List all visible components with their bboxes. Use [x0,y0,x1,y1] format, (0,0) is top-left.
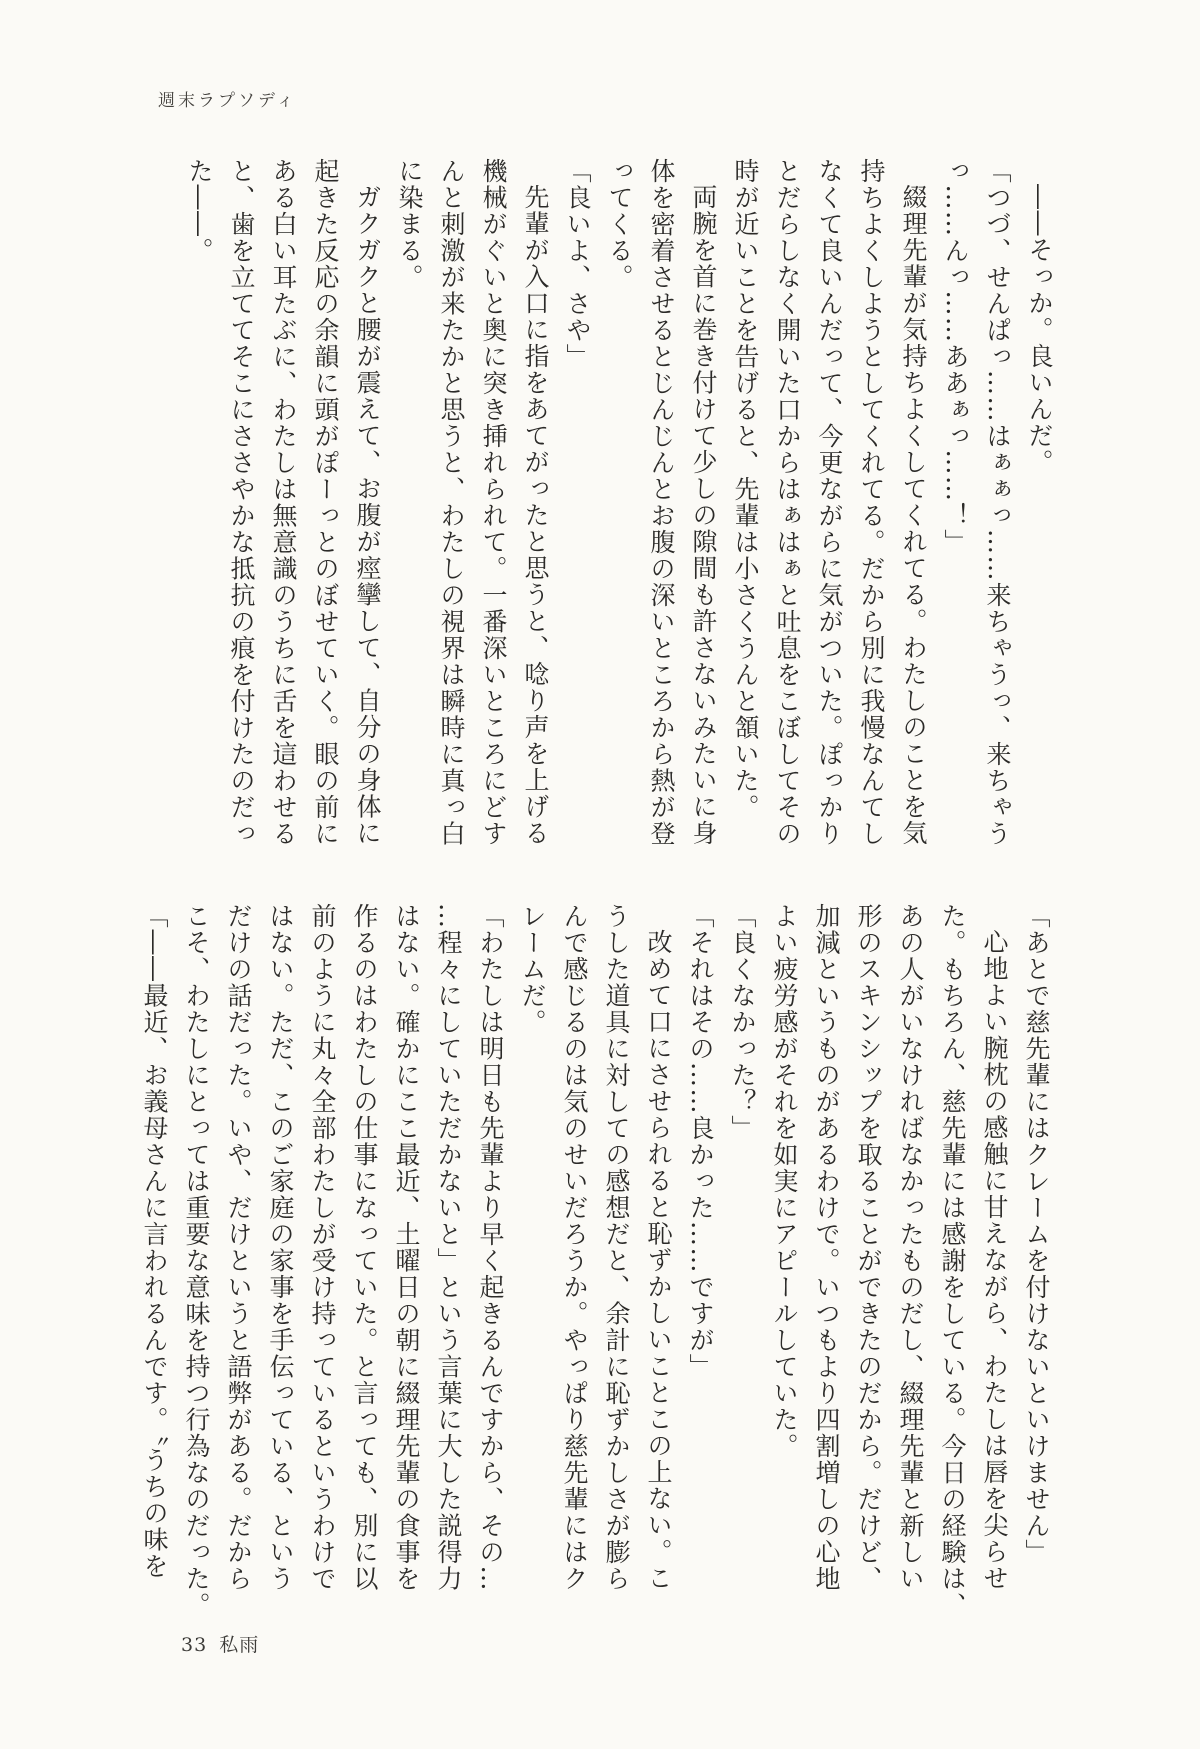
text-column: はない。ただ、このご家庭の家事を手伝っている、という [266,903,295,1592]
text-column: こそ、わたしにとっては重要な意味を持つ行為なのだった。 [182,903,211,1619]
text-column: 加減というものがあるわけで。いつもより四割増しの心地 [812,903,841,1592]
text-column: 前のように丸々全部わたしが受け持っているというわけで [308,903,337,1592]
text-column: ある白い耳たぶに、わたしは無意識のうちに舌を這わせる [269,158,298,847]
text-column: ってくる。 [605,158,634,291]
text-column: っ……んっ……ああぁっ……！」 [941,158,970,556]
text-column: ガクガクと腰が震えて、お腹が痙攣して、自分の身体に [353,184,382,847]
text-column: んで感じるのは気のせいだろうか。やっぱり慈先輩にはク [560,903,589,1592]
text-column: に染まる。 [395,158,424,291]
text-column: た。もちろん、慈先輩には感謝をしている。今日の経験は、 [938,903,967,1619]
text-column: あの人がいなければなかったものだし、綴理先輩と新しい [896,903,925,1592]
text-column: 綴理先輩が気持ちよくしてくれてる。わたしのことを気 [899,184,928,847]
text-column: 作るのはわたしの仕事になっていた。と言っても、別に以 [350,903,379,1592]
running-header: 週末ラプソディ [158,91,297,111]
text-column: 「あとで慈先輩にはクレームを付けないといけません」 [1022,903,1051,1566]
text-column: 起きた反応の余韻に頭がぽーっとのぼせていく。眼の前に [311,158,340,847]
text-column: はない。確かにここ最近、土曜日の朝に綴理先輩の食事を [392,903,421,1592]
text-column: 「――最近、お義母さんに言われるんです。〝うちの味を [140,903,169,1580]
text-column: 改めて口にさせられると恥ずかしいことこの上ない。こ [644,929,673,1592]
text-column: レームだ。 [518,903,547,1036]
text-column: 両腕を首に巻き付けて少しの隙間も許さないみたいに身 [689,184,718,847]
text-column: 心地よい腕枕の感触に甘えながら、わたしは唇を尖らせ [980,929,1009,1592]
work-title: 私雨 [219,1634,260,1656]
text-column: 「良いよ、さや」 [563,158,592,370]
text-column: 「それはその……良かった……ですが」 [686,903,715,1380]
text-column: 時が近いことを告げると、先輩は小さくうんと頷いた。 [731,158,760,821]
text-column: うした道具に対しての感想だと、余計に恥ずかしさが膨ら [602,903,631,1592]
text-column: 先輩が入口に指をあてがったと思うと、唸り声を上げる [521,184,550,847]
text-column: 機械がぐいと奥に突き挿れられて。一番深いところにどす [479,158,508,847]
text-column: 「つづ、せんぱっ……はぁぁっ……来ちゃうっ、来ちゃう [983,158,1012,847]
text-column: 「良くなかった？」 [728,903,757,1142]
text-block-top [178,158,1060,918]
text-column: …程々にしていただかないと」という言葉に大した説得力 [434,903,463,1592]
text-block-bottom [133,903,1057,1663]
text-column: ――そっか。良いんだ。 [1025,184,1054,476]
text-column: よい疲労感がそれを如実にアピールしていた。 [770,903,799,1460]
text-column: とだらしなく開いた口からはぁはぁと吐息をこぼしてその [773,158,802,847]
text-column: 「わたしは明日も先輩より早く起きるんですから、その… [476,903,505,1592]
page-number: 33 [181,1634,208,1656]
text-column: 持ちよくしようとしてくれてる。だから別に我慢なんてし [857,158,886,847]
text-column: 体を密着させるとじんじんとお腹の深いところから熱が登 [647,158,676,847]
text-column: だけの話だった。いや、だけというと語弊がある。だから [224,903,253,1592]
text-column: と、歯を立ててそこにささやかな抵抗の痕を付けたのだっ [227,158,256,847]
page-footer [181,1630,259,1657]
text-column: 形のスキンシップを取ることができたのだから。だけど、 [854,903,883,1592]
text-column: なくて良いんだって、今更ながらに気がついた。ぽっかり [815,158,844,847]
text-column: た――。 [185,158,214,264]
text-column: んと刺激が来たかと思うと、わたしの視界は瞬時に真っ白 [437,158,466,847]
